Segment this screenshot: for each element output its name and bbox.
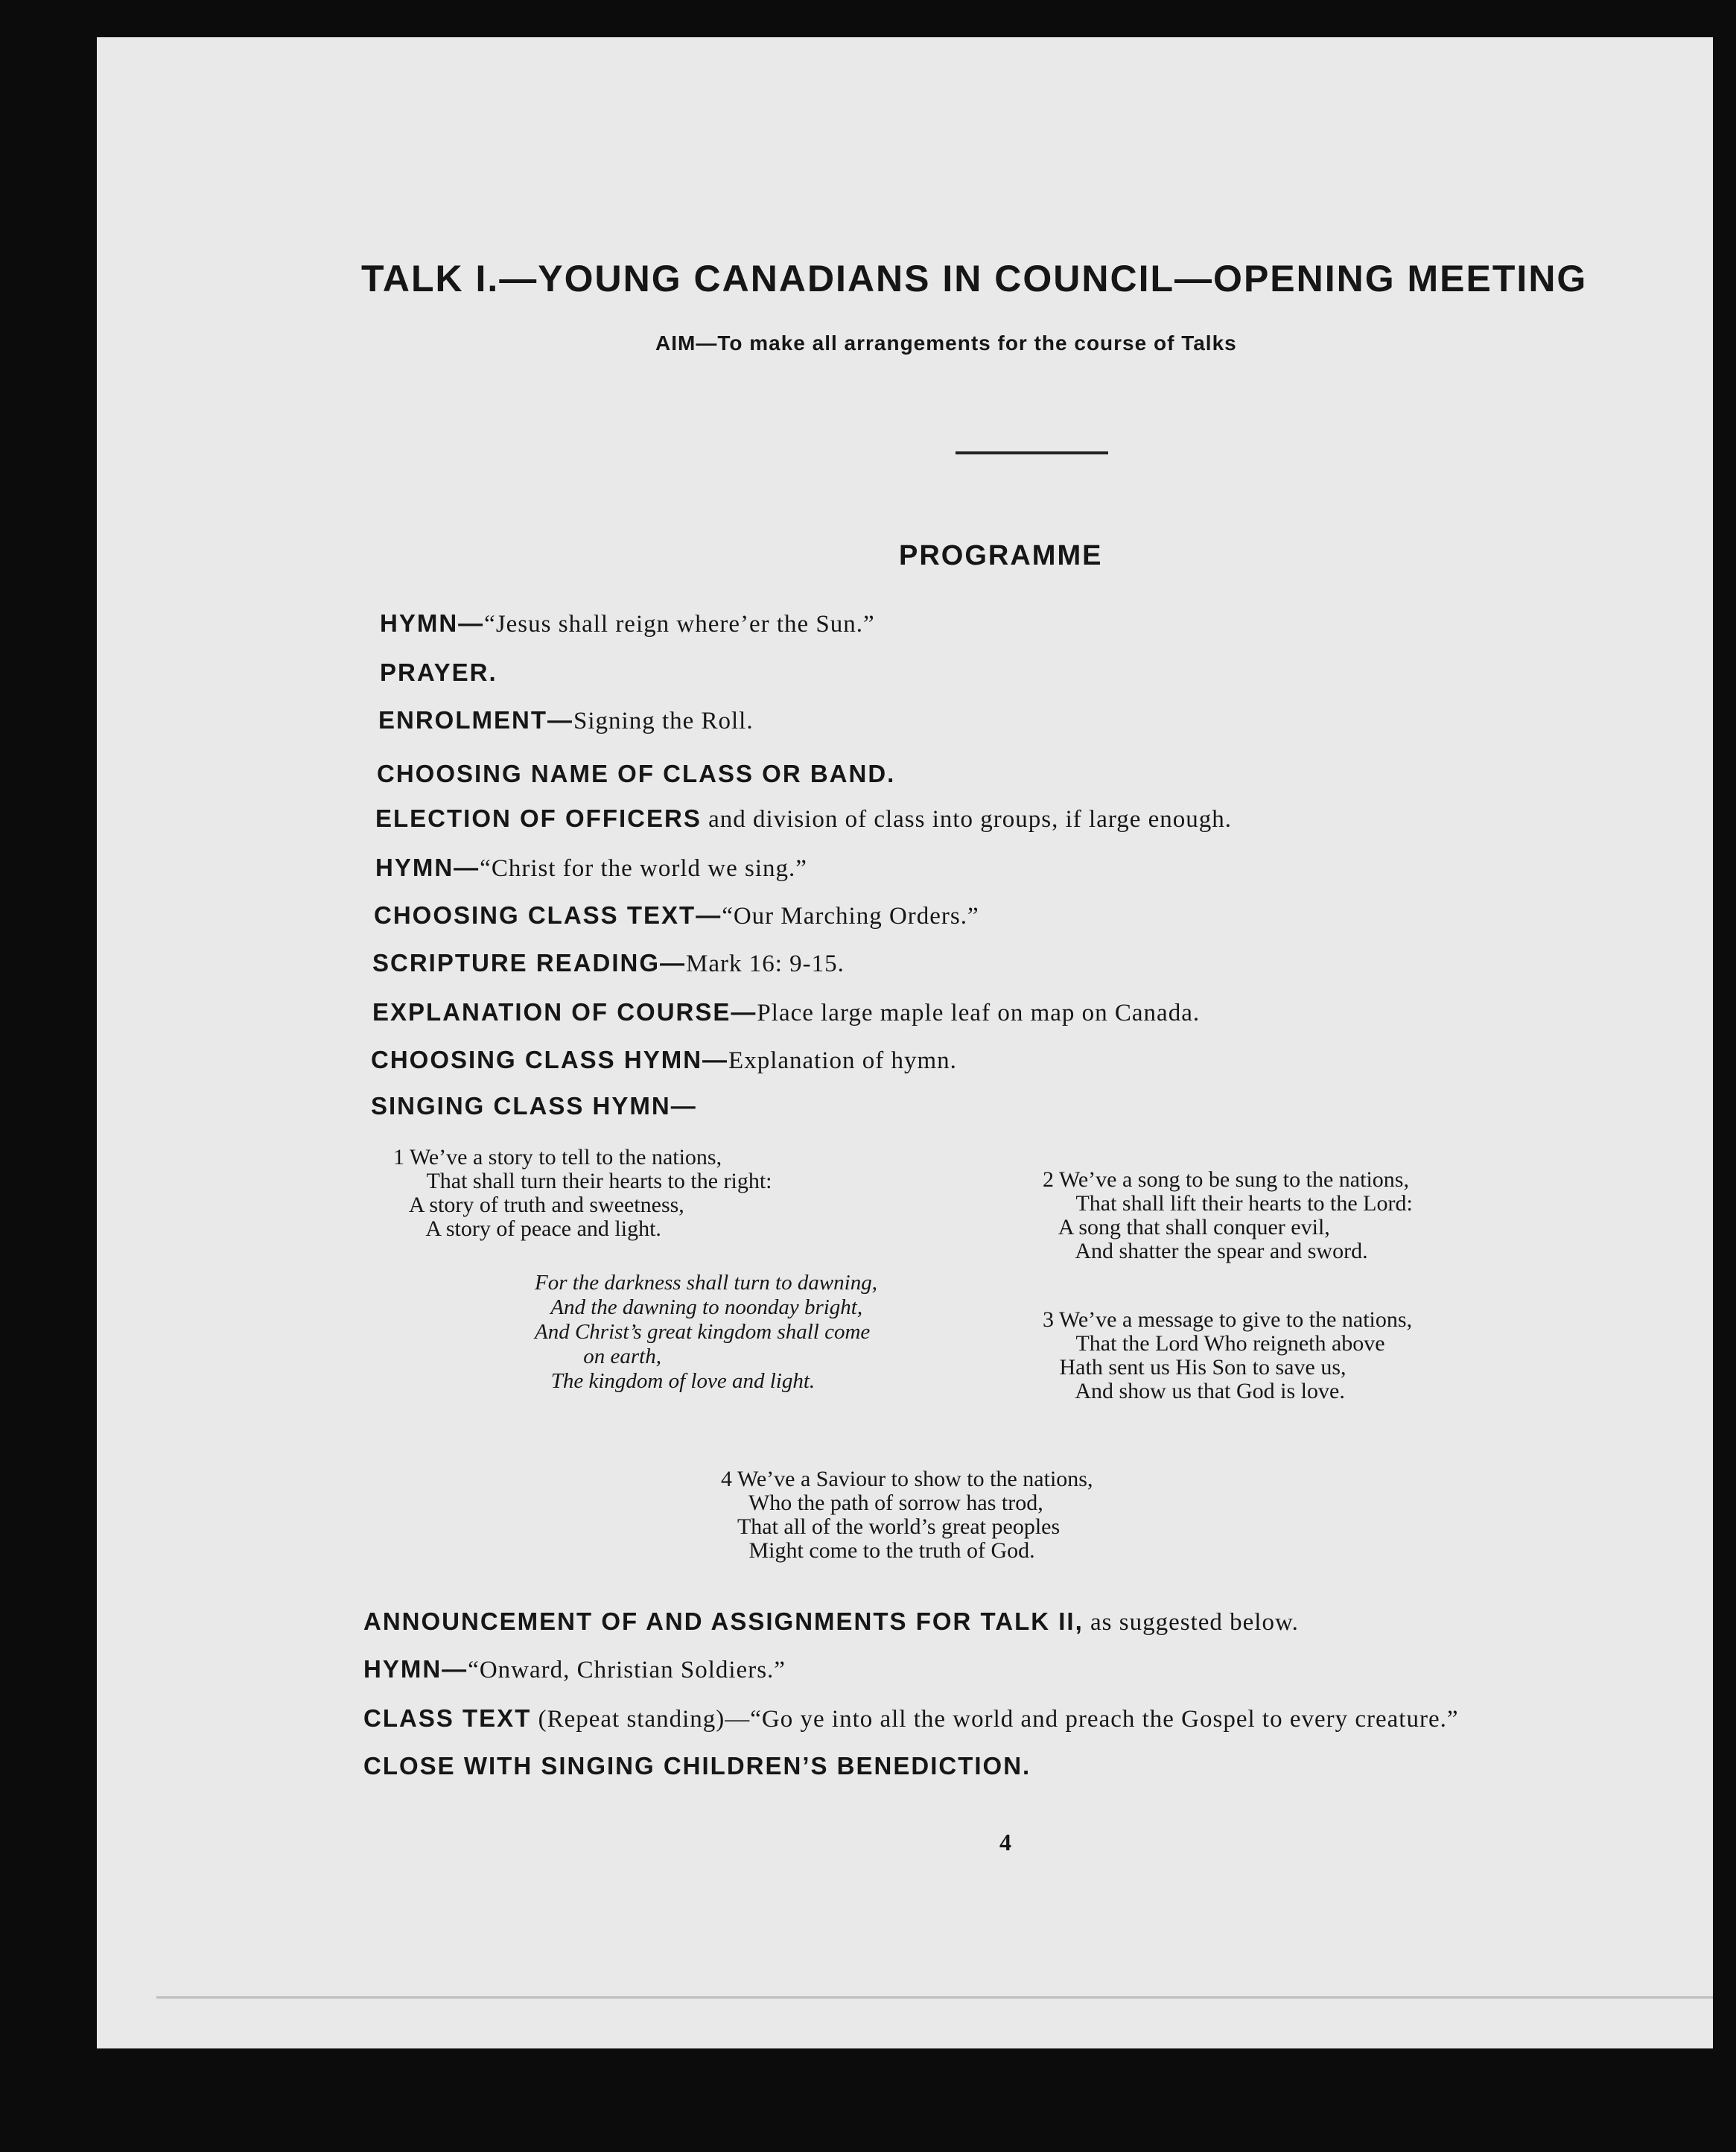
- closing-item: CLASS TEXT (Repeat standing)—“Go ye into all the world and preach the Gospel to every creature.”: [363, 1704, 1459, 1733]
- talk-title: TALK I.—YOUNG CANADIANS IN COUNCIL—OPENING MEETING: [361, 258, 1588, 299]
- page-edge-line: [156, 1996, 1713, 1999]
- closing-item: ANNOUNCEMENT OF AND ASSIGNMENTS FOR TALK II, as suggested below.: [363, 1607, 1299, 1636]
- closing-item: HYMN—“Onward, Christian Soldiers.”: [363, 1655, 786, 1683]
- programme-item: HYMN—“Jesus shall reign where’er the Sun.”: [380, 609, 875, 638]
- page-number: 4: [999, 1829, 1011, 1856]
- divider-rule: [956, 451, 1108, 454]
- programme-item: CHOOSING NAME OF CLASS OR BAND.: [377, 760, 896, 787]
- hymn-verse-3: 3 We’ve a message to give to the nations, That the Lord Who reigneth above Hath sent us His Son to save us, And show us that God is love.: [1043, 1307, 1413, 1403]
- programme-item: EXPLANATION OF COURSE—Place large maple leaf on map on Canada.: [372, 998, 1201, 1026]
- programme-item: HYMN—“Christ for the world we sing.”: [375, 854, 807, 882]
- programme-item: CHOOSING CLASS HYMN—Explanation of hymn.: [371, 1046, 957, 1074]
- programme-item: PRAYER.: [380, 658, 497, 686]
- hymn-chorus: For the darkness shall turn to dawning, And the dawning to noonday bright, And Christ’s great kingdom shall come on earth, The kingdom of love and light.: [535, 1271, 877, 1393]
- programme-item: CHOOSING CLASS TEXT—“Our Marching Orders.”: [374, 901, 979, 930]
- closing-item: CLOSE WITH SINGING CHILDREN’S BENEDICTION.: [363, 1752, 1031, 1780]
- programme-item: SINGING CLASS HYMN—: [371, 1092, 697, 1120]
- programme-heading: PROGRAMME: [899, 540, 1103, 571]
- programme-item: ENROLMENT—Signing the Roll.: [378, 706, 754, 734]
- hymn-verse-2: 2 We’ve a song to be sung to the nations, That shall lift their hearts to the Lord: A song that shall conquer evil, And shatter the spear and sword.: [1043, 1167, 1413, 1263]
- programme-item: SCRIPTURE READING—Mark 16: 9-15.: [372, 949, 845, 977]
- hymn-verse-4: 4 We’ve a Saviour to show to the nations, Who the path of sorrow has trod, That all of the world’s great peoples Might come to the truth of God.: [721, 1467, 1093, 1563]
- aim-line: AIM—To make all arrangements for the course of Talks: [655, 331, 1237, 355]
- hymn-verse-1: 1 We’ve a story to tell to the nations, That shall turn their hearts to the right: A story of truth and sweetness, A story of peace and light.: [393, 1145, 772, 1241]
- programme-item: ELECTION OF OFFICERS and division of class into groups, if large enough.: [375, 804, 1233, 833]
